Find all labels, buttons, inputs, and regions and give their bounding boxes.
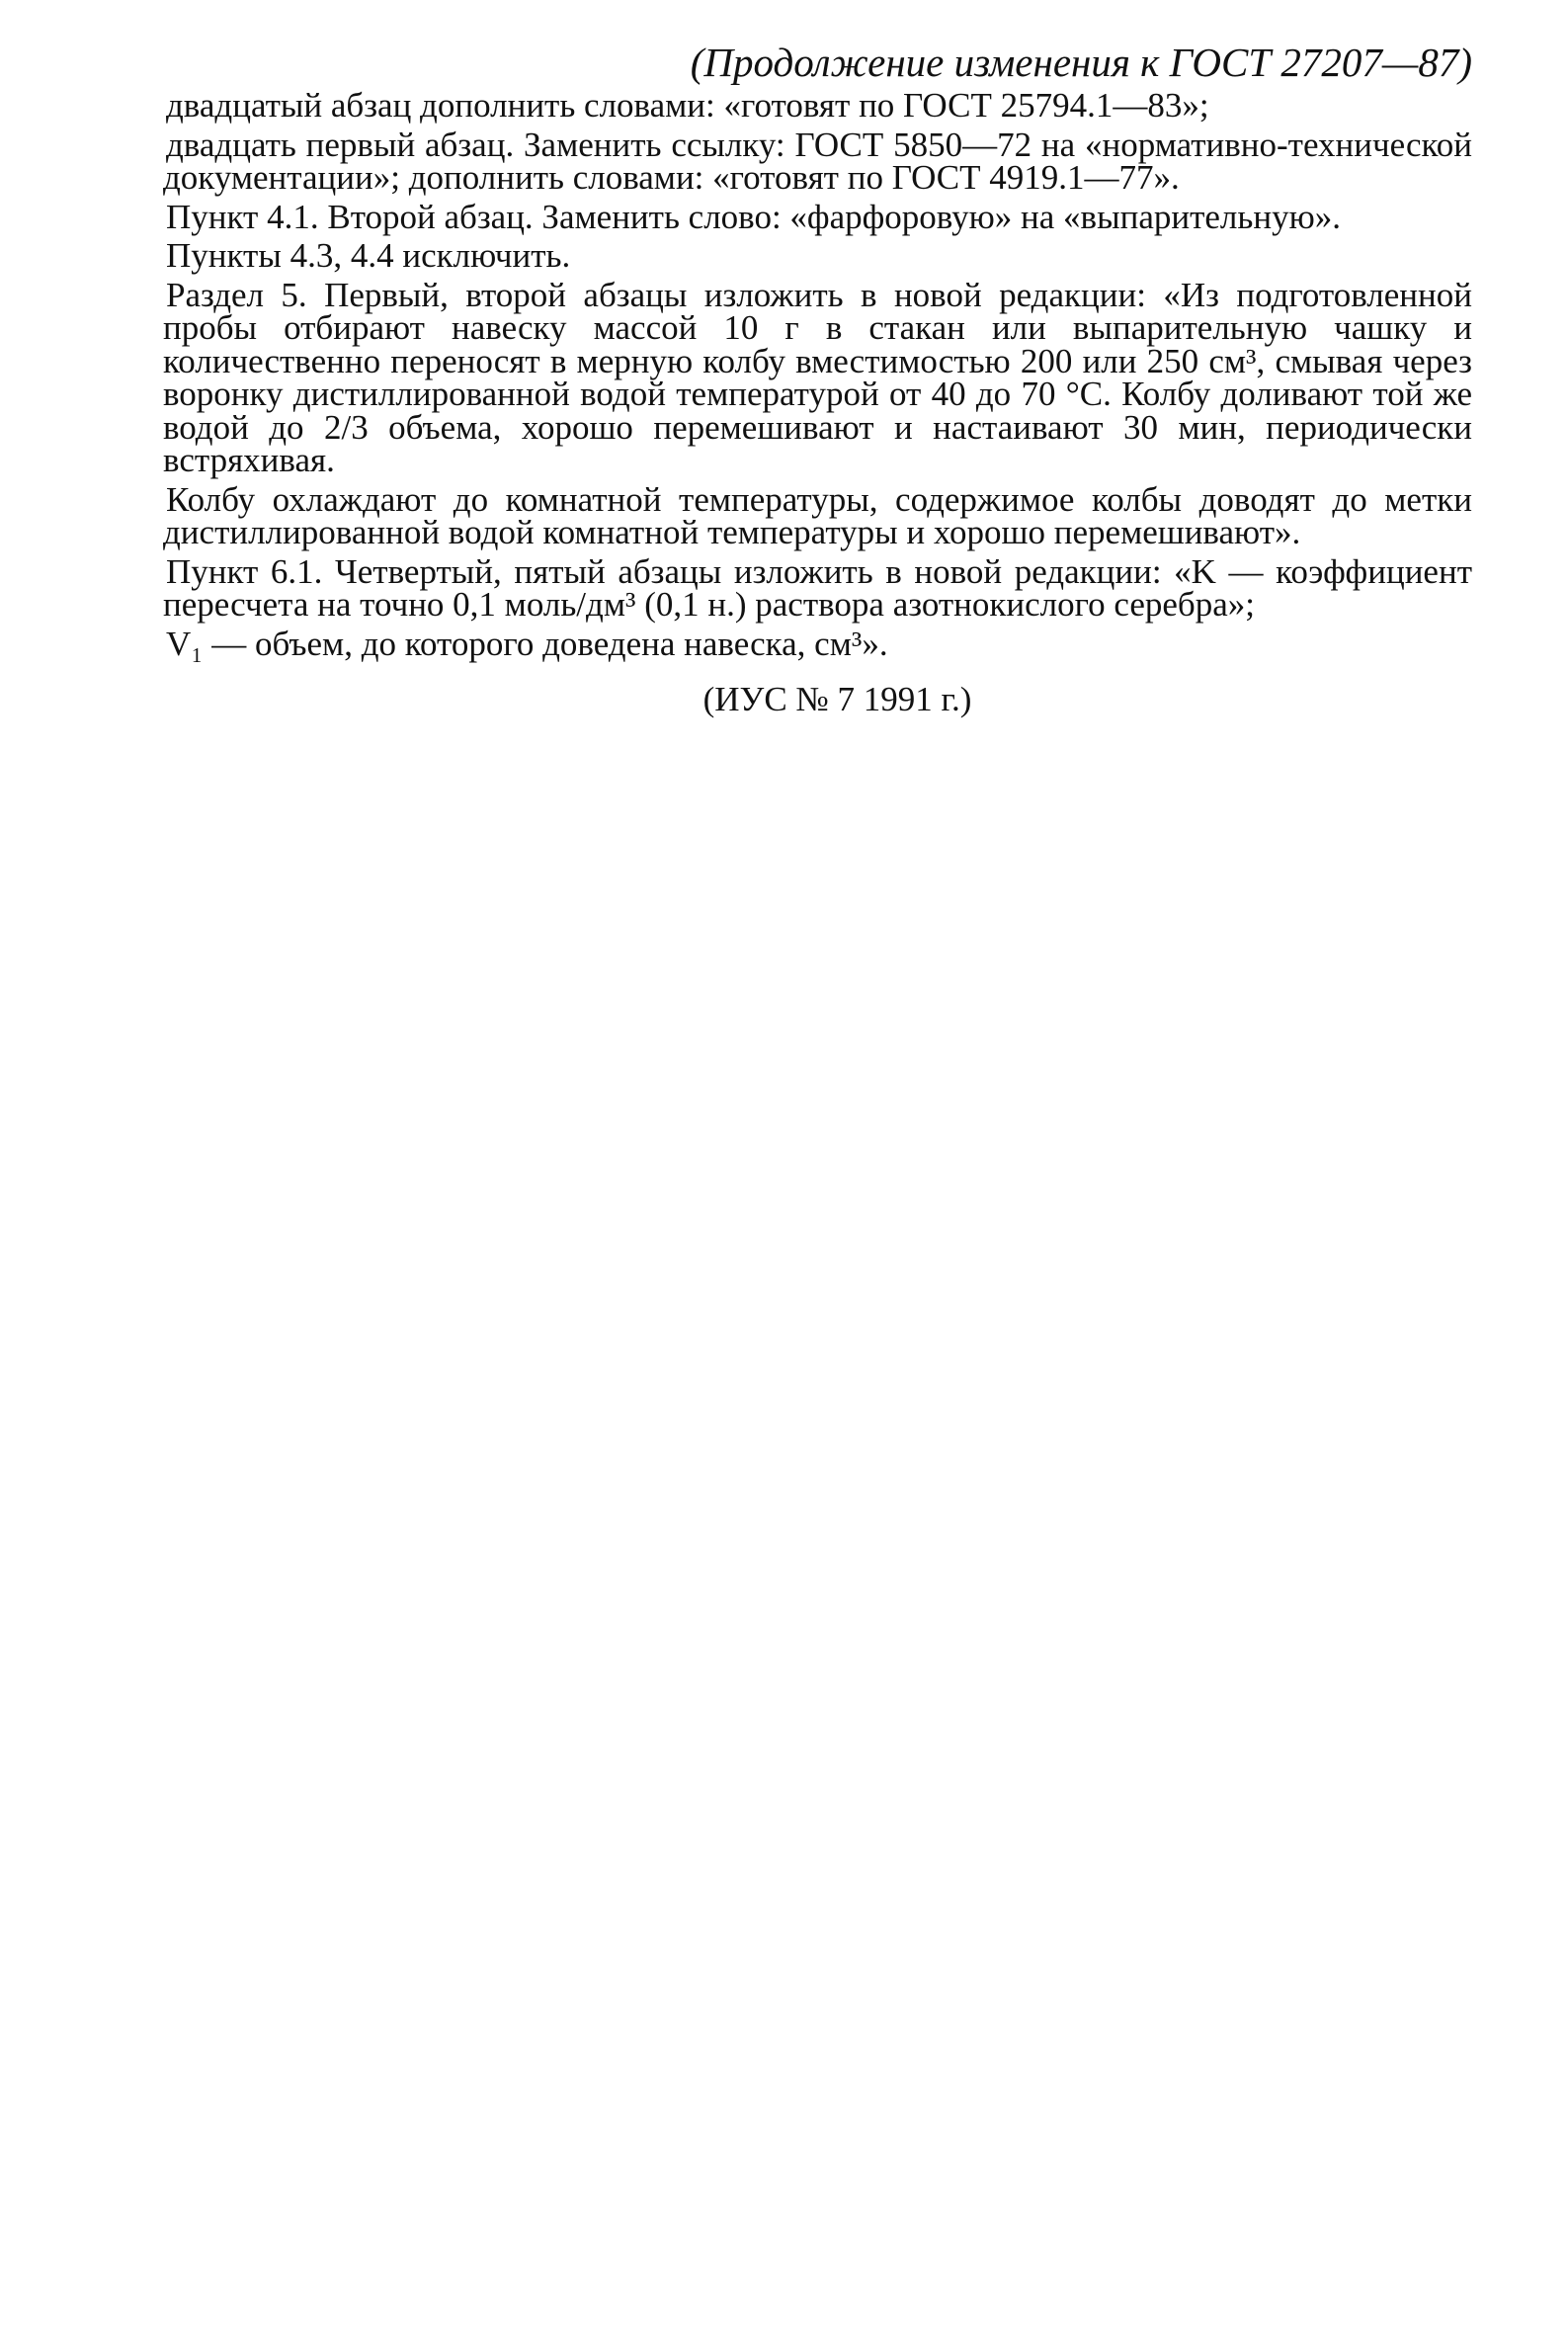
paragraph-punkty-4-3-4-4: Пункты 4.3, 4.4 исключить.: [166, 236, 571, 275]
continuation-header: (Продолжение изменения к ГОСТ 27207—87): [690, 40, 1472, 85]
paragraph-razdel-5: Раздел 5. Первый, второй абзацы изложить в новой редакции: «Из подготовленной пробы отбирают навеску массой 10 г в стакан или выпарительную чашку и количественно переносят в мерную колбу вместимостью 200 или 250 см³, смывая через воронку дистиллированной водой температурой от 40 до 70 °С. Колбу доливают той же водой до 2/3 объема, хорошо перемешивают и настаивают 30 мин, периодически встряхивая.: [163, 275, 1472, 479]
paragraph-v1-obem: V₁ — объем, до которого доведена навеска, см³».: [166, 624, 888, 663]
paragraph-20th-abzac: двадцатый абзац дополнить словами: «готовят по ГОСТ 25794.1—83»;: [166, 86, 1209, 125]
ius-reference: (ИУС № 7 1991 г.): [702, 680, 972, 718]
paragraph-21st-abzac: двадцать первый абзац. Заменить ссылку: ГОСТ 5850—72 на «нормативно-технической документации»; дополнить словами: «готовят по ГОСТ 4919.1—77».: [163, 125, 1472, 197]
paragraph-punkt-4-1: Пункт 4.1. Второй абзац. Заменить слово: «фарфоровую» на «выпарительную».: [166, 197, 1341, 236]
paragraph-kolbu-ohlazhdayut: Колбу охлаждают до комнатной температуры, содержимое колбы доводят до метки дистиллированной водой комнатной температуры и хорошо перемешивают».: [163, 479, 1472, 551]
document-page: [163, 38, 1472, 719]
paragraph-punkt-6-1: Пункт 6.1. Четвертый, пятый абзацы изложить в новой редакции: «K — коэффициент пересчета на точно 0,1 моль/дм³ (0,1 н.) раствора азотнокислого серебра»;: [163, 551, 1472, 624]
